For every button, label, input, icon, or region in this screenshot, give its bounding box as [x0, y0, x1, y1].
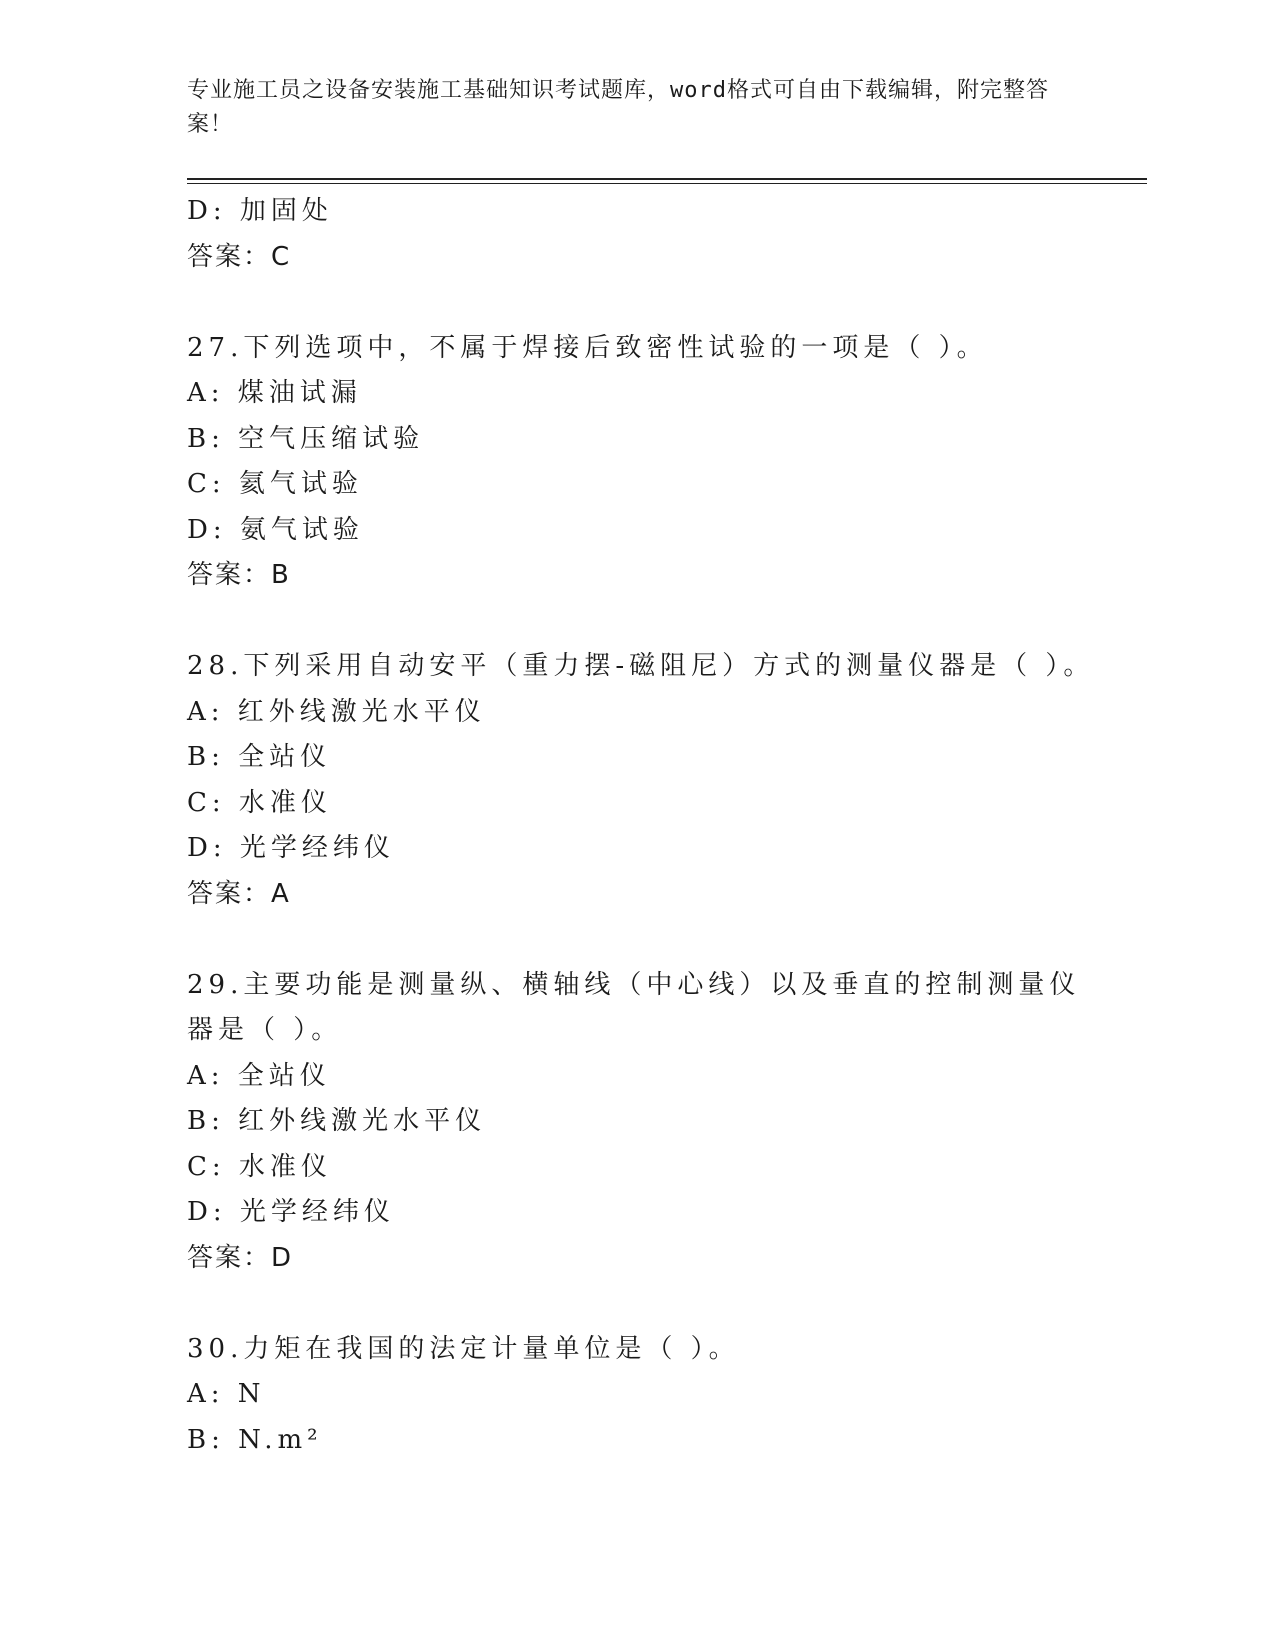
option-c: C: 水准仪: [187, 787, 332, 818]
spacer: [187, 1281, 1087, 1327]
header-rule-thin: [187, 183, 1147, 184]
option-c: C: 水准仪: [187, 1151, 332, 1182]
question-30: [187, 1327, 1087, 1464]
question-27: [187, 326, 1087, 599]
answer-label: 答案：C: [187, 241, 292, 272]
question-list: [187, 189, 1095, 1463]
option-d: D: 光学经纬仪: [187, 1197, 395, 1227]
option-a: A: 红外线激光水平仪: [187, 696, 486, 727]
question-stem: 27.下列选项中，不属于焊接后致密性试验的一项是（ ）。: [187, 332, 988, 363]
option-b: B: 空气压缩试验: [187, 423, 425, 454]
spacer: [187, 599, 1087, 645]
option-d: D: 光学经纬仪: [187, 833, 395, 863]
question-29: [187, 963, 1087, 1282]
document-header: [187, 74, 1067, 142]
question-stem: 30.力矩在我国的法定计量单位是（ ）。: [187, 1333, 740, 1364]
option-d: D: 氨气试验: [187, 514, 364, 545]
spacer: [187, 280, 1087, 326]
option-b: B: N.m²: [187, 1424, 323, 1455]
spacer: [187, 917, 1087, 963]
document-title: 专业施工员之设备安装施工基础知识考试题库，word格式可自由下载编辑，附完整答案！: [187, 78, 1049, 137]
question-28: [187, 644, 1095, 917]
question-stem: 28.下列采用自动安平（重力摆-磁阻尼）方式的测量仪器是（ ）。: [187, 651, 1095, 681]
option-a: A: N: [187, 1379, 266, 1409]
answer-label: 答案：A: [187, 878, 291, 909]
answer-label: 答案：B: [187, 560, 291, 590]
question-stem: 29.主要功能是测量纵、横轴线（中心线）以及垂直的控制测量仪器是（ ）。: [187, 969, 1081, 1045]
option-a: A: 煤油试漏: [187, 378, 362, 408]
header-rule-thick: [187, 178, 1147, 180]
option-c: C: 氦气试验: [187, 469, 363, 499]
option-b: B: 全站仪: [187, 742, 332, 772]
option-b: B: 红外线激光水平仪: [187, 1106, 487, 1136]
answer-label: 答案：D: [187, 1242, 294, 1273]
option-d: D: 加固处: [187, 196, 333, 226]
option-a: A: 全站仪: [187, 1060, 331, 1091]
